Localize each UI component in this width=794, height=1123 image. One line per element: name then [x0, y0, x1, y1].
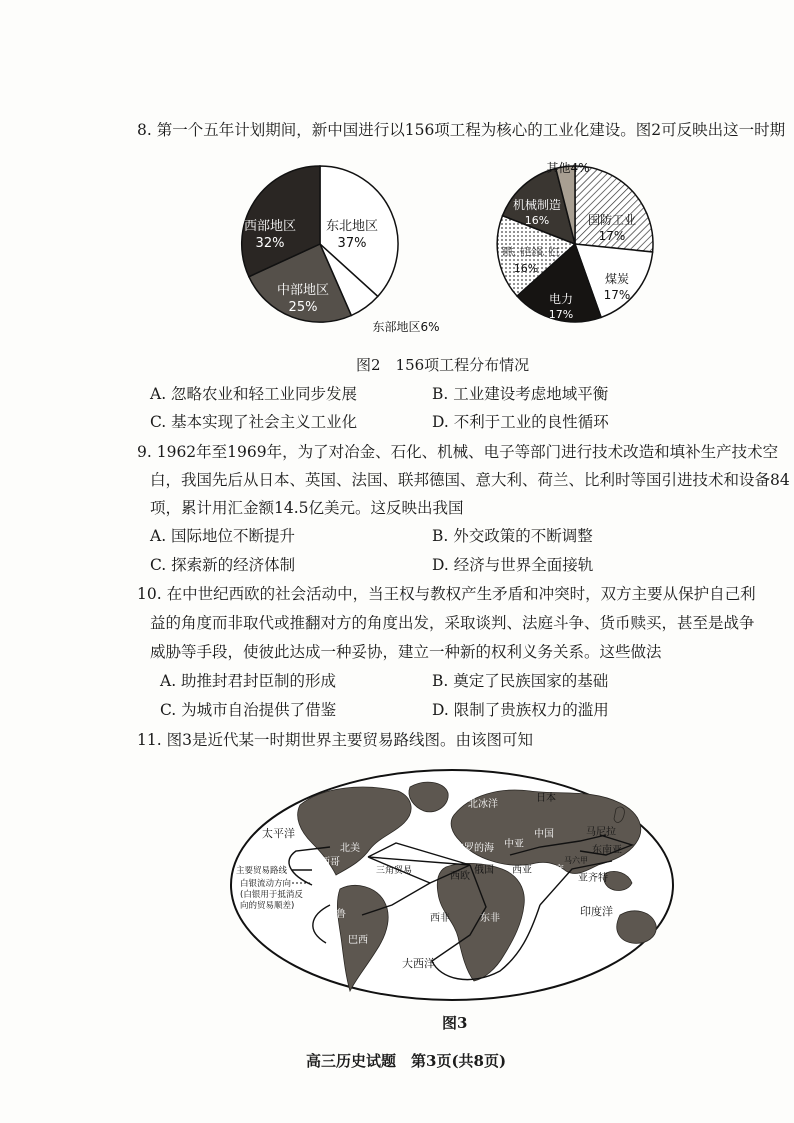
q8-option-c[interactable]: C. 基本实现了社会主义工业化: [150, 413, 358, 431]
q10-option-a[interactable]: A. 助推封君封臣制的形成: [160, 672, 337, 690]
label-northeast-name: 东北地区: [325, 219, 379, 234]
map-label-central-asia: 中亚: [504, 839, 524, 850]
label-defense-pct: 17%: [598, 229, 626, 243]
map-label-mexico: 墨西哥: [310, 857, 340, 868]
q9-line-3: 项，累计用汇金额14.5亿美元。这反映出我国: [150, 499, 464, 517]
q8-stem: 8. 第一个五年计划期间，新中国进行以156项工程为核心的工业化建设。图2可反映出这一时期: [137, 121, 786, 139]
legend-silver-label-2: (白银用于抵消反: [240, 890, 303, 900]
map-label-arctic: 北冰洋: [468, 799, 498, 810]
q10-option-c[interactable]: C. 为城市自治提供了借鉴: [160, 701, 337, 719]
figure-3-trade-route-map: [0, 765, 794, 1015]
map-label-pacific: 太平洋: [262, 827, 295, 840]
q9-option-d[interactable]: D. 经济与世界全面接轨: [432, 556, 594, 574]
label-central-name: 中部地区: [276, 283, 330, 298]
figure-2-caption: 图2 156项工程分布情况: [356, 356, 530, 374]
pie-regions: [242, 166, 440, 334]
pie-industries: [497, 160, 653, 322]
map-label-triangle: 三角贸易: [376, 866, 413, 876]
label-power-pct: 17%: [548, 308, 574, 321]
q10-option-d[interactable]: D. 限制了贵族权力的滥用: [432, 701, 609, 719]
q10-line-2: 益的角度而非取代或推翻对方的角度出发，采取谈判、法庭斗争、货币赎买，甚至是战争: [150, 614, 755, 632]
q9-option-c[interactable]: C. 探索新的经济体制: [150, 556, 296, 574]
label-machinery-name: 机械制造: [512, 198, 562, 212]
label-other: 其他4%: [546, 160, 590, 175]
land-australia: [617, 911, 656, 943]
figure-2-pie-charts: [0, 158, 794, 358]
q9-line-1: 9. 1962年至1969年，为了对冶金、石化、机械、电子等部门进行技术改造和填补生产技术空: [137, 443, 779, 461]
legend-silver-label-3: 向的贸易顺差): [240, 901, 295, 911]
q10-line-3: 威胁等手段，使彼此达成一种妥协，建立一种新的权利义务关系。这些做法: [150, 643, 662, 661]
map-label-western-europe: 西欧: [450, 871, 470, 882]
map-label-se-asia: 东南亚: [592, 845, 622, 856]
label-central-pct: 25%: [288, 300, 318, 315]
label-defense-name: 国防工业: [587, 213, 637, 227]
map-label-indonesia: 亚齐特: [578, 873, 608, 884]
q10-line-1: 10. 在中世纪西欧的社会活动中，当王权与教权产生矛盾和冲突时，双方主要从保护自己利: [137, 585, 756, 603]
map-label-brazil: 巴西: [348, 935, 368, 946]
legend-main-label: 主要贸易路线: [236, 866, 288, 876]
map-label-japan: 日本: [536, 793, 556, 804]
label-coal-name: 煤炭: [604, 272, 630, 286]
map-label-malacca: 马六甲: [564, 856, 588, 865]
q9-option-a[interactable]: A. 国际地位不断提升: [150, 527, 296, 545]
map-label-russia: 俄国: [474, 865, 494, 876]
map-label-india: 印度: [544, 865, 564, 876]
map-label-china: 中国: [534, 829, 554, 840]
q8-option-d[interactable]: D. 不利于工业的良性循环: [432, 413, 609, 431]
label-west-pct: 32%: [255, 236, 285, 251]
figure-3-caption: 图3: [442, 1014, 468, 1032]
q10-option-b[interactable]: B. 奠定了民族国家的基础: [432, 672, 609, 690]
map-label-manila: 马尼拉: [586, 827, 616, 838]
q8-option-b[interactable]: B. 工业建设考虑地域平衡: [432, 385, 609, 403]
label-west-name: 西部地区: [243, 219, 297, 234]
map-label-north-america: 北美: [340, 843, 360, 854]
q9-line-2: 白，我国先后从日本、英国、法国、联邦德国、意大利、荷兰、比利时等国引进技术和设备84: [150, 471, 790, 489]
q11-stem: 11. 图3是近代某一时期世界主要贸易路线图。由该图可知: [137, 731, 533, 749]
label-coal-pct: 17%: [603, 288, 631, 302]
label-machinery-pct: 16%: [524, 214, 550, 227]
label-power-name: 电力: [548, 292, 574, 306]
label-northeast-pct: 37%: [337, 236, 367, 251]
legend-silver-label-1: 白银流动方向: [240, 879, 292, 889]
map-label-west-africa: 西非: [430, 913, 450, 924]
map-label-east-africa: 东非: [480, 913, 500, 924]
q8-option-a[interactable]: A. 忽略农业和轻工业同步发展: [150, 385, 358, 403]
map-label-baltic: 波罗的海: [454, 843, 494, 854]
page-footer: 高三历史试题 第3页(共8页): [306, 1052, 507, 1070]
map-label-indian-ocean: 印度洋: [580, 905, 613, 918]
q9-option-b[interactable]: B. 外交政策的不断调整: [432, 527, 593, 545]
map-label-atlantic: 大西洋: [402, 957, 435, 970]
label-steel-pct: 16%: [513, 262, 539, 275]
map-label-west-asia: 西亚: [512, 865, 532, 876]
label-steel-name: 钢铁、有色金属、化工: [502, 246, 607, 258]
map-label-peru: 秘鲁: [326, 909, 346, 920]
label-east: 东部地区6%: [372, 320, 440, 334]
